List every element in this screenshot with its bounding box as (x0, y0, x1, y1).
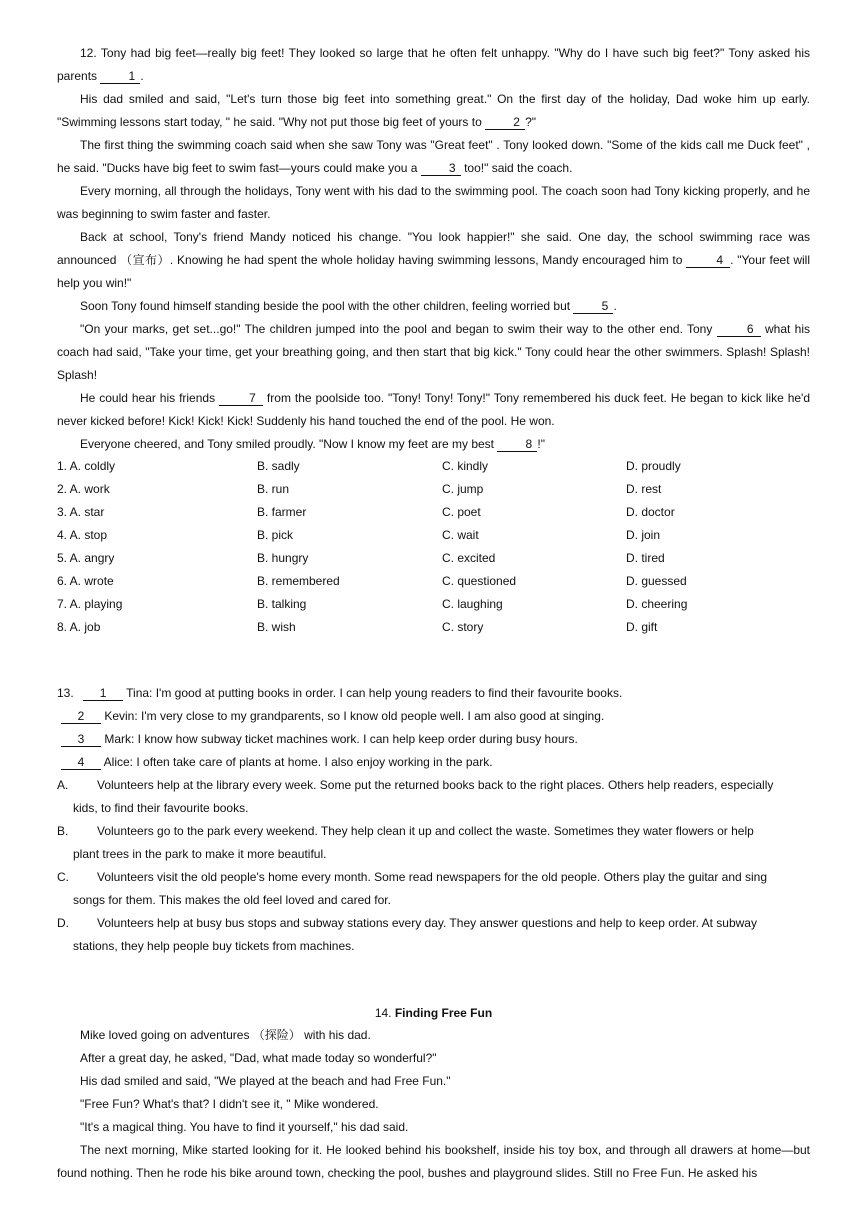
option-a[interactable]: 3. A. star (57, 505, 105, 519)
q12-paragraph-8: He could hear his friends 7 from the poolside too. "Tony! Tony! Tony!" Tony remembered his duck feet. He began to kick like he'd never kicked before! Kick! Kick! Kick! Suddenly his hand touched the end of the pool. He won. (57, 391, 811, 428)
q14-line: After a great day, he asked, "Dad, what made today so wonderful?" (80, 1051, 437, 1065)
q12-option-row (57, 478, 817, 501)
option-letter: B. (57, 824, 69, 838)
option-d[interactable]: D. cheering (626, 597, 688, 611)
q12-paragraph-3: The first thing the swimming coach said when she saw Tony was "Great feet" . Tony looked down. "Some of the kids call me Duck feet" , he said. "Ducks have big feet to swim fast—yours could make you a 3 too!" said the coach. (57, 138, 810, 175)
option-letter: A. (57, 778, 69, 792)
option-letter: C. (57, 870, 69, 884)
option-d[interactable]: D. rest (626, 482, 662, 496)
option-d[interactable]: D. gift (626, 620, 658, 634)
answer-blank-4[interactable]: 4 (686, 253, 730, 268)
q13-item-mark: 3 Mark: I know how subway ticket machines work. I can help keep order during busy hours. (61, 728, 578, 751)
option-b[interactable]: B. farmer (257, 505, 307, 519)
q14-title (0, 1003, 867, 1023)
option-c[interactable]: C. kindly (442, 459, 489, 473)
option-c[interactable]: C. questioned (442, 574, 517, 588)
option-c[interactable]: C. excited (442, 551, 496, 565)
q12-paragraph-5: Back at school, Tony's friend Mandy noticed his change. "You look happier!" she said. One day, the school swimming race was announced （宣布）. Knowing he had spent the whole holiday having swimming lessons, Mandy encouraged him to 4 . "Your feet will help you win!" (57, 230, 810, 290)
answer-blank-2[interactable]: 2 (485, 115, 525, 130)
q12-option-row (57, 593, 817, 616)
answer-blank-8[interactable]: 8 (497, 437, 537, 452)
q13-option-a: A. Volunteers help at the library every week. Some put the returned books back to the right places. Others help readers, especially kids, to find their favourite books. (57, 774, 802, 820)
option-c[interactable]: C. poet (442, 505, 481, 519)
answer-blank-7[interactable]: 7 (219, 391, 263, 406)
q13-item-tina: 13. 1 Tina: I'm good at putting books in order. I can help young readers to find their favourite books. (57, 686, 623, 700)
q12-option-row (57, 501, 817, 524)
option-a[interactable]: 6. A. wrote (57, 574, 114, 588)
answer-blank-5[interactable]: 5 (573, 299, 613, 314)
question-number: 14. (374, 1006, 395, 1020)
q12-paragraph-2: His dad smiled and said, "Let's turn those big feet into something great." On the first day of the holiday, Dad woke him up early. "Swimming lessons start today, " he said. "Why not put those big feet of yours to 2 ?" (57, 92, 810, 129)
q14-line: "Free Fun? What's that? I didn't see it, " Mike wondered. (80, 1097, 379, 1111)
option-a[interactable]: 8. A. job (57, 620, 101, 634)
q14-line: Mike loved going on adventures （探险） with his dad. (80, 1028, 371, 1042)
option-b[interactable]: B. pick (257, 528, 294, 542)
option-d[interactable]: D. tired (626, 551, 665, 565)
option-b[interactable]: B. talking (257, 597, 307, 611)
q14-line: "It's a magical thing. You have to find it yourself," his dad said. (80, 1120, 409, 1134)
q12-paragraph-9: Everyone cheered, and Tony smiled proudly. "Now I know my feet are my best 8 !" (80, 437, 545, 451)
option-a[interactable]: 4. A. stop (57, 528, 108, 542)
q12-paragraph-1: 12. Tony had big feet—really big feet! They looked so large that he often felt unhappy. "Why do I have such big feet?" Tony asked his parents 1 . (57, 46, 810, 83)
option-b[interactable]: B. sadly (257, 459, 300, 473)
option-d[interactable]: D. join (626, 528, 661, 542)
q14-line: His dad smiled and said, "We played at the beach and had Free Fun." (80, 1074, 451, 1088)
q13-option-c: C. Volunteers visit the old people's home every month. Some read newspapers for the old people. Others play the guitar and sing songs for them. This makes the old feel loved and cared for. (57, 866, 802, 912)
question-number: 13. (57, 686, 74, 700)
q12-option-row (57, 455, 817, 478)
answer-blank-1[interactable]: 1 (83, 686, 123, 701)
option-c[interactable]: C. laughing (442, 597, 503, 611)
answer-blank-4[interactable]: 4 (61, 755, 101, 770)
answer-blank-3[interactable]: 3 (421, 161, 461, 176)
option-a[interactable]: 2. A. work (57, 482, 110, 496)
q12-option-row (57, 616, 817, 639)
option-d[interactable]: D. proudly (626, 459, 681, 473)
answer-blank-3[interactable]: 3 (61, 732, 101, 747)
option-d[interactable]: D. guessed (626, 574, 687, 588)
q12-option-row (57, 570, 817, 593)
q13-item-alice: 4 Alice: I often take care of plants at home. I also enjoy working in the park. (61, 751, 493, 774)
option-d[interactable]: D. doctor (626, 505, 675, 519)
answer-blank-2[interactable]: 2 (61, 709, 101, 724)
option-letter: D. (57, 916, 69, 930)
option-b[interactable]: B. hungry (257, 551, 309, 565)
option-c[interactable]: C. wait (442, 528, 479, 542)
option-b[interactable]: B. run (257, 482, 290, 496)
q12-paragraph-4: Every morning, all through the holidays, Tony went with his dad to the swimming pool. The coach soon had Tony kicking properly, and he was beginning to swim faster and faster. (57, 184, 810, 221)
q12-option-row (57, 524, 817, 547)
option-c[interactable]: C. story (442, 620, 484, 634)
q12-paragraph-6: Soon Tony found himself standing beside the pool with the other children, feeling worried but 5 . (80, 299, 617, 313)
answer-blank-6[interactable]: 6 (717, 322, 761, 337)
option-a[interactable]: 1. A. coldly (57, 459, 116, 473)
q13-option-b: B. Volunteers go to the park every weekend. They help clean it up and collect the waste. Sometimes they water flowers or help plant trees in the park to make it more beautiful. (57, 820, 802, 866)
q12-paragraph-7: "On your marks, get set...go!" The children jumped into the pool and began to swim their way to the other end. Tony 6 what his coach had said, "Take your time, get your breathing going, and then start that big kick." Tony could hear the other swimmers. Splash! Splash! Splash! (57, 322, 811, 382)
option-b[interactable]: B. wish (257, 620, 296, 634)
q13-option-d: D. Volunteers help at busy bus stops and subway stations every day. They answer questions and help to keep order. At subway stations, they help people buy tickets from machines. (57, 912, 802, 958)
option-c[interactable]: C. jump (442, 482, 484, 496)
passage-title: Finding Free Fun (394, 1006, 493, 1020)
option-b[interactable]: B. remembered (257, 574, 340, 588)
answer-blank-1[interactable]: 1 (100, 69, 140, 84)
option-a[interactable]: 5. A. angry (57, 551, 115, 565)
q14-paragraph: The next morning, Mike started looking for it. He looked behind his bookshelf, inside his toy box, and through all drawers at home—but found nothing. Then he rode his bike around town, checking the pool, bushes and playground slides. Still no Free Fun. He asked his (57, 1143, 810, 1180)
option-a[interactable]: 7. A. playing (57, 597, 123, 611)
q12-option-row (57, 547, 817, 570)
q13-item-kevin: 2 Kevin: I'm very close to my grandparents, so I know old people well. I am also good at singing. (61, 705, 604, 728)
